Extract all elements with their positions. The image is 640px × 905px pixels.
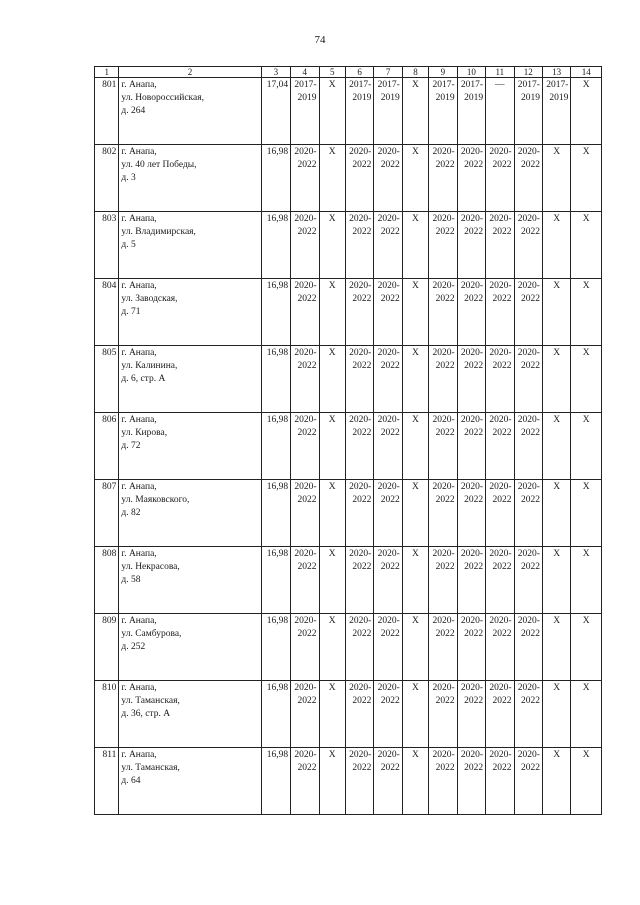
period-cell: 2020- 2022 (457, 212, 485, 279)
mark-cell: X (571, 346, 602, 413)
period-cell: 2020- 2022 (457, 748, 485, 815)
period-cell: 2017- 2019 (514, 78, 542, 145)
table-row (95, 212, 602, 279)
row-number: 809 (95, 614, 119, 681)
mark-cell: X (319, 346, 345, 413)
table-row (95, 279, 602, 346)
mark-cell: X (542, 547, 570, 614)
value-cell: 16,98 (261, 279, 290, 346)
period-cell: 2020- 2022 (291, 212, 319, 279)
period-cell: 2020- 2022 (457, 681, 485, 748)
period-cell: 2020- 2022 (291, 748, 319, 815)
period-cell: 2020- 2022 (374, 279, 402, 346)
table-row (95, 748, 602, 815)
mark-cell: X (402, 413, 428, 480)
period-cell: 2020- 2022 (345, 681, 373, 748)
register-table (94, 66, 602, 815)
column-number: 14 (571, 67, 602, 78)
period-cell: 2020- 2022 (345, 480, 373, 547)
mark-cell: X (319, 145, 345, 212)
period-cell: 2020- 2022 (429, 413, 457, 480)
period-cell: 2017- 2019 (429, 78, 457, 145)
mark-cell: X (402, 480, 428, 547)
period-cell: 2020- 2022 (374, 614, 402, 681)
address-cell: г. Анапа, ул. Владимирская, д. 5 (119, 212, 261, 279)
table-row (95, 145, 602, 212)
mark-cell: X (571, 748, 602, 815)
row-number: 808 (95, 547, 119, 614)
period-cell: 2020- 2022 (457, 547, 485, 614)
address-cell: г. Анапа, ул. Кирова, д. 72 (119, 413, 261, 480)
mark-cell: X (402, 212, 428, 279)
period-cell: 2017- 2019 (345, 78, 373, 145)
period-cell: 2020- 2022 (374, 346, 402, 413)
column-number: 12 (514, 67, 542, 78)
period-cell: 2020- 2022 (291, 480, 319, 547)
row-number: 802 (95, 145, 119, 212)
period-cell: 2020- 2022 (486, 547, 514, 614)
period-cell: 2020- 2022 (486, 681, 514, 748)
mark-cell: X (402, 748, 428, 815)
period-cell: 2020- 2022 (514, 547, 542, 614)
column-number: 5 (319, 67, 345, 78)
table-row (95, 413, 602, 480)
value-cell: 16,98 (261, 145, 290, 212)
period-cell: 2020- 2022 (486, 145, 514, 212)
address-cell: г. Анапа, ул. Маяковского, д. 82 (119, 480, 261, 547)
value-cell: 17,04 (261, 78, 290, 145)
address-cell: г. Анапа, ул. Новороссийская, д. 264 (119, 78, 261, 145)
mark-cell: X (542, 480, 570, 547)
mark-cell: X (319, 279, 345, 346)
mark-cell: X (319, 748, 345, 815)
period-cell: 2020- 2022 (345, 145, 373, 212)
mark-cell: X (571, 480, 602, 547)
period-cell: 2020- 2022 (486, 748, 514, 815)
column-number: 8 (402, 67, 428, 78)
mark-cell: X (571, 681, 602, 748)
mark-cell: X (402, 681, 428, 748)
address-cell: г. Анапа, ул. Таманская, д. 64 (119, 748, 261, 815)
period-cell: 2020- 2022 (457, 346, 485, 413)
mark-cell: X (319, 547, 345, 614)
mark-cell: X (571, 78, 602, 145)
period-cell: 2020- 2022 (486, 614, 514, 681)
value-cell: 16,98 (261, 212, 290, 279)
period-cell: 2020- 2022 (291, 346, 319, 413)
period-cell: 2020- 2022 (457, 614, 485, 681)
period-cell: 2020- 2022 (486, 480, 514, 547)
row-number: 810 (95, 681, 119, 748)
period-cell: 2020- 2022 (429, 614, 457, 681)
mark-cell: X (542, 145, 570, 212)
table-row (95, 78, 602, 145)
period-cell: 2017- 2019 (291, 78, 319, 145)
period-cell: 2020- 2022 (374, 145, 402, 212)
period-cell: 2020- 2022 (429, 145, 457, 212)
period-cell: 2020- 2022 (345, 748, 373, 815)
period-cell: 2020- 2022 (345, 212, 373, 279)
period-cell: 2020- 2022 (514, 346, 542, 413)
column-number: 2 (119, 67, 261, 78)
period-cell: 2020- 2022 (429, 346, 457, 413)
mark-cell: X (319, 413, 345, 480)
period-cell: 2020- 2022 (374, 212, 402, 279)
address-cell: г. Анапа, ул. Таманская, д. 36, стр. А (119, 681, 261, 748)
period-cell: 2017- 2019 (457, 78, 485, 145)
mark-cell: X (571, 145, 602, 212)
column-number: 4 (291, 67, 319, 78)
column-number: 1 (95, 67, 119, 78)
column-number: 10 (457, 67, 485, 78)
value-cell: 16,98 (261, 614, 290, 681)
mark-cell: X (402, 346, 428, 413)
page-number: 74 (314, 34, 326, 46)
address-cell: г. Анапа, ул. 40 лет Победы, д. 3 (119, 145, 261, 212)
period-cell: 2020- 2022 (345, 279, 373, 346)
table-row (95, 614, 602, 681)
mark-cell: X (542, 413, 570, 480)
period-cell: 2020- 2022 (345, 346, 373, 413)
mark-cell: X (402, 279, 428, 346)
period-cell: 2020- 2022 (291, 413, 319, 480)
value-cell: 16,98 (261, 413, 290, 480)
row-number: 804 (95, 279, 119, 346)
period-cell: 2020- 2022 (291, 547, 319, 614)
address-cell: г. Анапа, ул. Некрасова, д. 58 (119, 547, 261, 614)
column-number: 7 (374, 67, 402, 78)
mark-cell: X (571, 212, 602, 279)
period-cell: 2020- 2022 (345, 547, 373, 614)
period-cell: 2017- 2019 (374, 78, 402, 145)
period-cell: 2020- 2022 (429, 279, 457, 346)
period-cell: 2020- 2022 (514, 480, 542, 547)
column-number-row (95, 67, 602, 78)
row-number: 803 (95, 212, 119, 279)
period-cell: 2020- 2022 (486, 279, 514, 346)
period-cell: 2020- 2022 (345, 614, 373, 681)
column-number: 3 (261, 67, 290, 78)
mark-cell: X (319, 614, 345, 681)
period-cell: 2020- 2022 (486, 346, 514, 413)
mark-cell: X (319, 212, 345, 279)
period-cell: 2020- 2022 (429, 480, 457, 547)
column-number: 13 (542, 67, 570, 78)
period-cell: 2020- 2022 (457, 279, 485, 346)
value-cell: 16,98 (261, 480, 290, 547)
table-row (95, 547, 602, 614)
period-cell: 2020- 2022 (514, 212, 542, 279)
value-cell: 16,98 (261, 346, 290, 413)
value-cell: 16,98 (261, 681, 290, 748)
mark-cell: X (571, 614, 602, 681)
period-cell: 2020- 2022 (429, 748, 457, 815)
period-cell: 2020- 2022 (514, 748, 542, 815)
column-number: 11 (486, 67, 514, 78)
value-cell: 16,98 (261, 547, 290, 614)
value-cell: 16,98 (261, 748, 290, 815)
period-cell: 2020- 2022 (345, 413, 373, 480)
mark-cell: — (486, 78, 514, 145)
row-number: 811 (95, 748, 119, 815)
period-cell: 2020- 2022 (291, 279, 319, 346)
period-cell: 2020- 2022 (457, 480, 485, 547)
period-cell: 2020- 2022 (457, 413, 485, 480)
mark-cell: X (542, 279, 570, 346)
period-cell: 2020- 2022 (486, 413, 514, 480)
column-number: 9 (429, 67, 457, 78)
period-cell: 2020- 2022 (514, 145, 542, 212)
period-cell: 2020- 2022 (374, 547, 402, 614)
period-cell: 2020- 2022 (429, 681, 457, 748)
mark-cell: X (571, 279, 602, 346)
mark-cell: X (542, 614, 570, 681)
period-cell: 2020- 2022 (374, 681, 402, 748)
table-row (95, 480, 602, 547)
period-cell: 2017- 2019 (542, 78, 570, 145)
period-cell: 2020- 2022 (429, 212, 457, 279)
address-cell: г. Анапа, ул. Самбурова, д. 252 (119, 614, 261, 681)
mark-cell: X (571, 547, 602, 614)
period-cell: 2020- 2022 (291, 145, 319, 212)
period-cell: 2020- 2022 (514, 413, 542, 480)
row-number: 806 (95, 413, 119, 480)
mark-cell: X (542, 346, 570, 413)
mark-cell: X (542, 212, 570, 279)
table-row (95, 346, 602, 413)
column-number: 6 (345, 67, 373, 78)
mark-cell: X (542, 748, 570, 815)
row-number: 805 (95, 346, 119, 413)
period-cell: 2020- 2022 (429, 547, 457, 614)
period-cell: 2020- 2022 (291, 614, 319, 681)
period-cell: 2020- 2022 (291, 681, 319, 748)
period-cell: 2020- 2022 (514, 681, 542, 748)
mark-cell: X (402, 145, 428, 212)
period-cell: 2020- 2022 (374, 748, 402, 815)
address-cell: г. Анапа, ул. Заводская, д. 71 (119, 279, 261, 346)
address-cell: г. Анапа, ул. Калинина, д. 6, стр. А (119, 346, 261, 413)
mark-cell: X (402, 547, 428, 614)
period-cell: 2020- 2022 (374, 413, 402, 480)
mark-cell: X (571, 413, 602, 480)
mark-cell: X (402, 78, 428, 145)
mark-cell: X (542, 681, 570, 748)
period-cell: 2020- 2022 (374, 480, 402, 547)
row-number: 801 (95, 78, 119, 145)
period-cell: 2020- 2022 (457, 145, 485, 212)
mark-cell: X (319, 480, 345, 547)
mark-cell: X (402, 614, 428, 681)
period-cell: 2020- 2022 (514, 279, 542, 346)
row-number: 807 (95, 480, 119, 547)
mark-cell: X (319, 681, 345, 748)
period-cell: 2020- 2022 (486, 212, 514, 279)
table-row (95, 681, 602, 748)
mark-cell: X (319, 78, 345, 145)
period-cell: 2020- 2022 (514, 614, 542, 681)
